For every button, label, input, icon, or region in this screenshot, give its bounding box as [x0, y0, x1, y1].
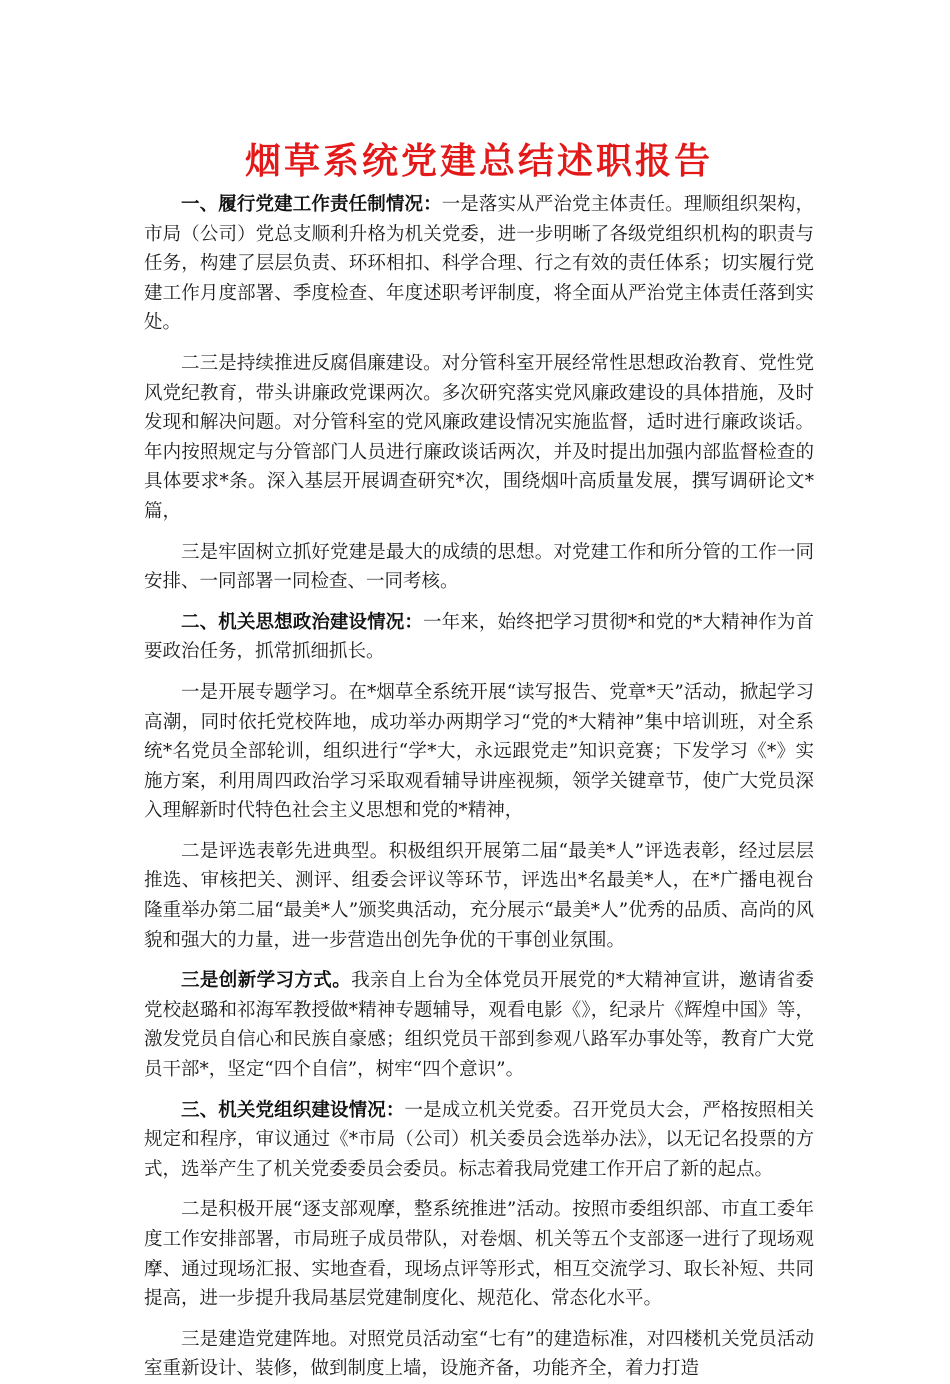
paragraph-text: 二是评选表彰先进典型。积极组织开展第二届“最美*人”评选表彰，经过层层推选、审核把关、测评、组委会评议等环节，评选出*名最美*人，在*广播电视台隆重举办第二届“最美*人”颁奖典活动，充分展示“最美*人”优秀的品质、高尚的风貌和强大的力量，进一步营造出创先争优的干事创业氛围。 [144, 840, 814, 951]
paragraph-3 [144, 538, 814, 597]
paragraph-text: 三是牢固树立抓好党建是最大的成绩的思想。对党建工作和所分管的工作一同安排、一同部署一同检查、一同考核。 [144, 541, 814, 593]
section-heading-2: 二、机关思想政治建设情况： [181, 611, 424, 633]
section-heading-3: 三、机关党组织建设情况： [181, 1099, 405, 1121]
paragraph-4 [144, 608, 814, 667]
paragraph-text: 二是积极开展“逐支部观摩，整系统推进”活动。按照市委组织部、市直工委年度工作安排部署，市局班子成员带队，对卷烟、机关等五个支部逐一进行了现场观摩、通过现场汇报、实地查看，现场点评等形式，相互交流学习、取长补短、共同提高，进一步提升我局基层党建制度化、规范化、常态化水平。 [144, 1199, 814, 1310]
paragraph-text: 二三是持续推进反腐倡廉建设。对分管科室开展经常性思想政治教育、党性党风党纪教育，带头讲廉政党课两次。多次研究落实党风廉政建设的具体措施，及时发现和解决问题。对分管科室的党风廉政建设情况实施监督，适时进行廉政谈话。年内按照规定与分管部门人员进行廉政谈话两次，并及时提出加强内部监督检查的具体要求*条。深入基层开展调查研究*次，围绕烟叶高质量发展，撰写调研论文*篇， [144, 352, 814, 522]
section-heading-1: 一、履行党建工作责任制情况： [181, 194, 442, 215]
paragraph-text: 一年来，始终把学习贯彻*和党的*大精神作为首要政治任务，抓常抓细抓长。 [144, 611, 814, 663]
paragraph-7 [144, 966, 814, 1084]
paragraph-text: 一是成立机关党委。召开党员大会，严格按照相关规定和程序，审议通过《*市局（公司）机关委员会选举办法》，以无记名投票的方式，选举产生了机关党委委员会委员。标志着我局党建工作开启了新的起点。 [144, 1099, 814, 1180]
paragraph-text: 三是建造党建阵地。对照党员活动室“七有”的建造标准，对四楼机关党员活动室重新设计、装修，做到制度上墙，设施齐备，功能齐全，着力打造 [144, 1328, 814, 1380]
paragraph-10 [144, 1325, 814, 1384]
paragraph-2 [144, 349, 814, 527]
subsection-heading: 三是创新学习方式。 [181, 970, 352, 992]
paragraph-1 [144, 190, 814, 338]
paragraph-text: 一是开展专题学习。在*烟草全系统开展“读写报告、党章*天”活动，掀起学习高潮，同时依托党校阵地，成功举办两期学习“党的*大精神”集中培训班，对全系统*名党员全部轮训，组织进行“学*大，永远跟党走”知识竞赛；下发学习《*》实施方案，利用周四政治学习采取观看辅导讲座视频，领学关键章节，使广大党员深入理解新时代特色社会主义思想和党的*精神， [144, 681, 814, 822]
document-title: 烟草系统党建总结述职报告 [244, 141, 713, 182]
paragraph-5 [144, 678, 814, 826]
paragraph-6 [144, 837, 814, 955]
paragraph-9 [144, 1195, 814, 1313]
paragraph-text: 我亲自上台为全体党员开展党的*大精神宣讲，邀请省委党校赵璐和祁海军教授做*精神专题辅导，观看电影《》，纪录片《辉煌中国》等，激发党员自信心和民族自豪感；组织党员干部到参观八路军办事处等，教育广大党员干部*，坚定“四个自信”，树牢“四个意识”。 [144, 970, 814, 1081]
paragraph-8 [144, 1096, 814, 1185]
paragraph-text: 一是落实从严治党主体责任。理顺组织架构，市局（公司）党总支顺利升格为机关党委，进一步明晰了各级党组织机构的职责与任务，构建了层层负责、环环相扣、科学合理、行之有效的责任体系；切实履行党建工作月度部署、季度检查、年度述职考评制度，将全面从严治党主体责任落到实处。 [144, 194, 814, 334]
